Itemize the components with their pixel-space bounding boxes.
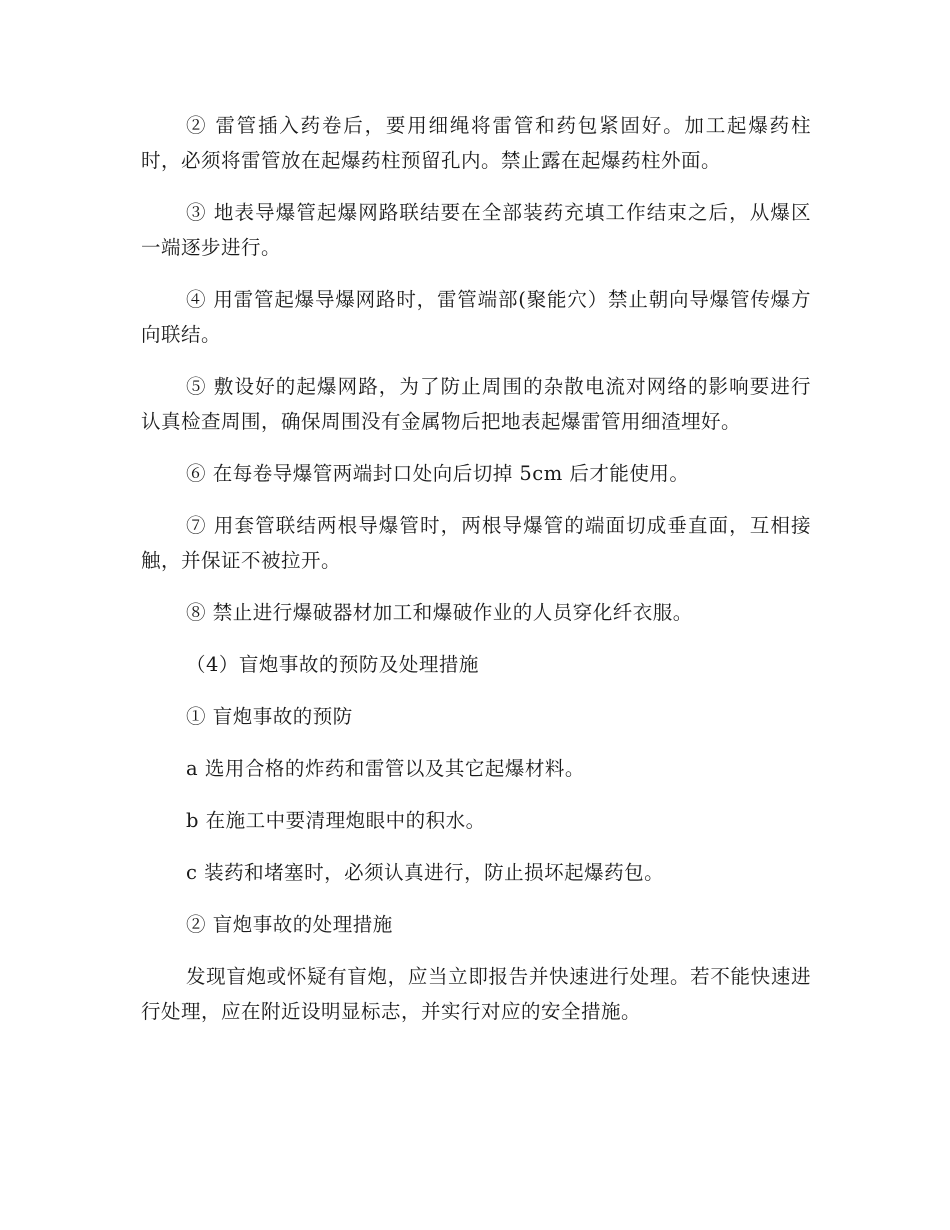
section-heading-blind-shot: （4）盲炮事故的预防及处理措施 [186, 653, 479, 676]
prevention-item-c: c 装药和堵塞时，必须认真进行，防止损坏起爆药包。 [186, 861, 665, 884]
paragraph-item-3: ③ 地表导爆管起爆网路联结要在全部装药充填工作结束之后，从爆区一端逐步进行。 [141, 201, 811, 259]
subheading-treatment: ② 盲炮事故的处理措施 [186, 913, 393, 936]
prevention-item-b: b 在施工中要清理炮眼中的积水。 [186, 809, 486, 832]
paragraph-item-8: ⑧ 禁止进行爆破器材加工和爆破作业的人员穿化纤衣服。 [186, 601, 693, 624]
treatment-paragraph: 发现盲炮或怀疑有盲炮，应当立即报告并快速进行处理。若不能快速进行处理，应在附近设明显标志，并实行对应的安全措施。 [141, 965, 811, 1023]
paragraph-item-6: ⑥ 在每卷导爆管两端封口处向后切掉 5cm 后才能使用。 [186, 462, 690, 485]
prevention-item-a: a 选用合格的炸药和雷管以及其它起爆材料。 [186, 757, 585, 780]
paragraph-item-7: ⑦ 用套管联结两根导爆管时，两根导爆管的端面切成垂直面，互相接触，并保证不被拉开。 [141, 514, 811, 572]
document-body [141, 108, 811, 1046]
paragraph-item-5: ⑤ 敷设好的起爆网路，为了防止周围的杂散电流对网络的影响要进行认真检查周围，确保周围没有金属物后把地表起爆雷管用细渣埋好。 [141, 375, 811, 433]
paragraph-item-2: ② 雷管插入药卷后，要用细绳将雷管和药包紧固好。加工起爆药柱时，必须将雷管放在起爆药柱预留孔内。禁止露在起爆药柱外面。 [141, 114, 811, 172]
paragraph-item-4: ④ 用雷管起爆导爆网路时，雷管端部(聚能穴）禁止朝向导爆管传爆方向联结。 [141, 288, 811, 346]
subheading-prevention: ① 盲炮事故的预防 [186, 705, 353, 728]
